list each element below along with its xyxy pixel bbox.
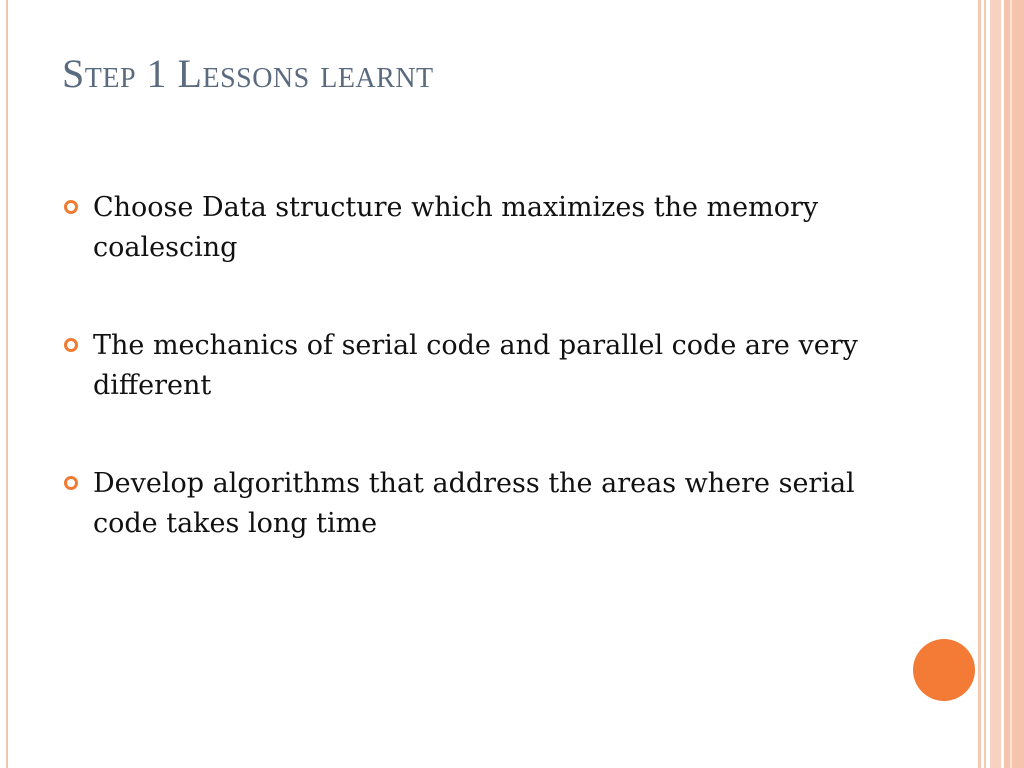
orange-dot: [913, 639, 975, 701]
bullet-item: [62, 464, 892, 544]
right-stripe: [990, 0, 1001, 768]
bullet-text: Develop algorithms that address the areas where serial code takes long time: [93, 468, 855, 539]
hollow-circle-bullet-icon: [64, 338, 78, 352]
bullet-item: [62, 326, 892, 406]
bullet-text: The mechanics of serial code and parallel code are very different: [93, 330, 858, 401]
right-stripe: [1004, 0, 1024, 768]
hollow-circle-bullet-icon: [64, 476, 78, 490]
right-stripe: [1010, 0, 1012, 768]
bullet-text: Choose Data structure which maximizes the memory coalescing: [93, 192, 819, 263]
right-stripe: [984, 0, 986, 768]
hollow-circle-bullet-icon: [64, 200, 78, 214]
left-border-line: [6, 0, 8, 768]
slide-title: Step 1 Lessons learnt: [62, 51, 434, 96]
bullet-list: [62, 188, 892, 602]
right-stripe: [978, 0, 981, 768]
bullet-item: [62, 188, 892, 268]
